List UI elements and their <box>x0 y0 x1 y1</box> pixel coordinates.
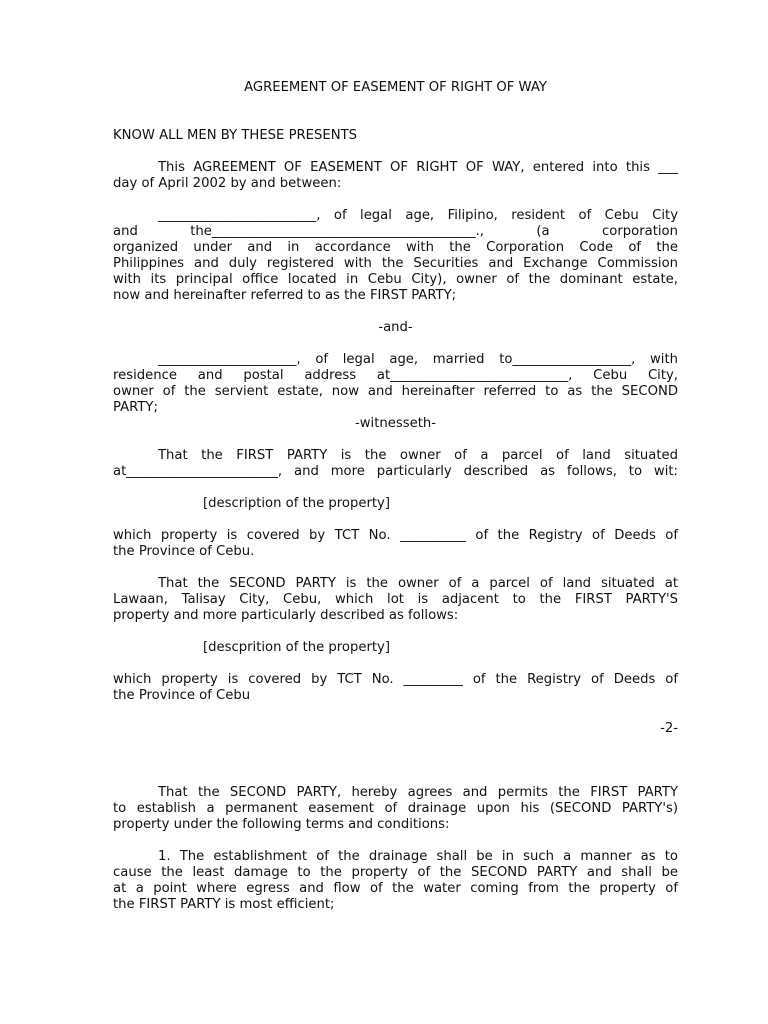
document-title: AGREEMENT OF EASEMENT OF RIGHT OF WAY <box>244 80 547 95</box>
page-number: -2- <box>660 721 678 736</box>
paragraph-2-line-1: ________________________, of legal age, Filipino, resident of Cebu City <box>158 208 678 223</box>
witnesseth-separator: -witnesseth- <box>355 416 436 431</box>
paragraph-1-line-1: This AGREEMENT OF EASEMENT OF RIGHT OF WAY, entered into this ___ <box>158 160 678 175</box>
paragraph-6-line-2: Lawaan, Talisay City, Cebu, which lot is adjacent to the FIRST PARTY'S <box>113 592 678 607</box>
paragraph-4-line-2: at_______________________, and more particularly described as follows, to wit: <box>113 464 678 479</box>
description-placeholder-2: [descprition of the property] <box>203 640 390 655</box>
description-placeholder-1: [description of the property] <box>203 496 390 511</box>
paragraph-5-line-2: the Province of Cebu. <box>113 544 255 559</box>
paragraph-8-line-1: That the SECOND PARTY, hereby agrees and permits the FIRST PARTY <box>158 785 678 800</box>
paragraph-9-line-1: 1. The establishment of the drainage shall be in such a manner as to <box>158 849 678 864</box>
paragraph-9-line-2: cause the least damage to the property of the SECOND PARTY and shall be <box>113 865 678 880</box>
intro-line: KNOW ALL MEN BY THESE PRESENTS <box>113 128 358 143</box>
paragraph-9-line-3: at a point where egress and flow of the water coming from the property of <box>113 881 678 896</box>
paragraph-7-line-2: the Province of Cebu <box>113 688 251 703</box>
and-separator: -and- <box>378 320 413 335</box>
paragraph-1-line-2: day of April 2002 by and between: <box>113 176 342 191</box>
paragraph-4-line-1: That the FIRST PARTY is the owner of a parcel of land situated <box>158 448 678 463</box>
paragraph-2-line-6: now and hereinafter referred to as the FIRST PARTY; <box>113 288 457 303</box>
paragraph-8-line-3: property under the following terms and conditions: <box>113 817 450 832</box>
paragraph-3-line-2: residence and postal address at___________________________, Cebu City, <box>113 368 678 383</box>
paragraph-3-line-1: _____________________, of legal age, married to__________________, with <box>158 352 678 367</box>
paragraph-3-line-3: owner of the servient estate, now and hereinafter referred to as the SECOND <box>113 384 678 399</box>
paragraph-3-line-4: PARTY; <box>113 400 158 415</box>
paragraph-9-line-4: the FIRST PARTY is most efficient; <box>113 897 335 912</box>
paragraph-5-line-1: which property is covered by TCT No. __________ of the Registry of Deeds of <box>113 528 678 543</box>
paragraph-8-line-2: to establish a permanent easement of drainage upon his (SECOND PARTY's) <box>113 801 678 816</box>
paragraph-6-line-3: property and more particularly described as follows: <box>113 608 459 623</box>
paragraph-6-line-1: That the SECOND PARTY is the owner of a parcel of land situated at <box>158 576 678 591</box>
paragraph-2-line-4: Philippines and duly registered with the Securities and Exchange Commission <box>113 256 678 271</box>
paragraph-2-line-5: with its principal office located in Cebu City), owner of the dominant estate, <box>113 272 678 287</box>
paragraph-2-line-2: and the________________________________________., (a corporation <box>113 224 678 239</box>
paragraph-7-line-1: which property is covered by TCT No. _________ of the Registry of Deeds of <box>113 672 678 687</box>
paragraph-2-line-3: organized under and in accordance with the Corporation Code of the <box>113 240 678 255</box>
